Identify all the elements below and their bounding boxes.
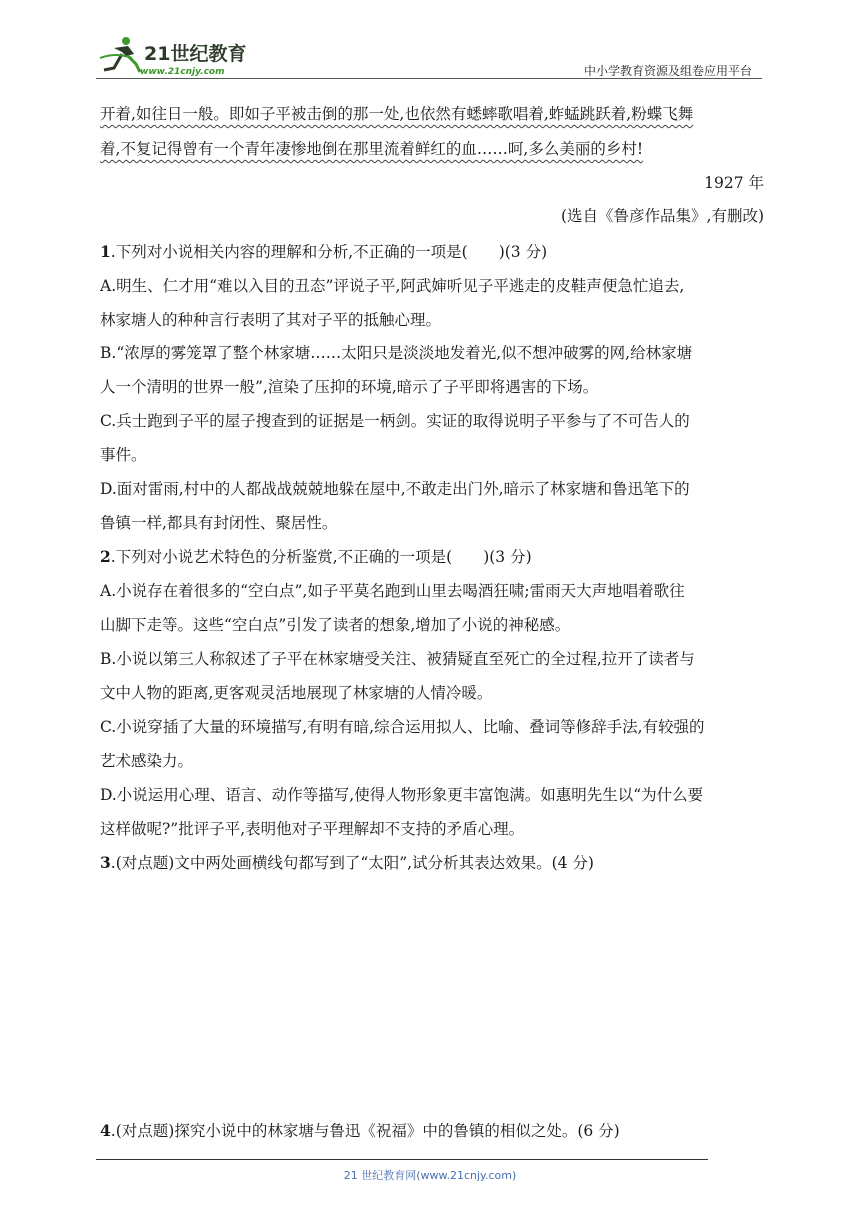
question-3-number: 3 <box>100 853 111 872</box>
logo-21cnjy <box>96 34 266 78</box>
question-2-stem <box>100 547 532 567</box>
logo-main-text: 21世纪教育 <box>144 43 247 65</box>
q1-option-b-line-1: B.“浓厚的雾笼罩了整个林家塘……太阳只是淡淡地发着光,似不想冲破雾的网,给林家塘 <box>100 344 693 362</box>
q1-option-c-line-1: C.兵士跑到子平的屋子搜查到的证据是一柄剑。实证的取得说明子平参与了不可告人的 <box>100 412 690 430</box>
passage-year: 1927 年 <box>704 174 764 192</box>
question-2-text: .下列对小说艺术特色的分析鉴赏,不正确的一项是( )(3 分) <box>110 548 532 566</box>
q2-option-c-line-1: C.小说穿插了大量的环境描写,有明有暗,综合运用拟人、比喻、叠词等修辞手法,有较强的 <box>100 718 705 736</box>
question-1-number: 1 <box>100 242 111 261</box>
platform-name: 中小学教育资源及组卷应用平台 <box>583 64 752 78</box>
page-header <box>96 34 760 82</box>
q1-option-a-line-2: 林家塘人的种种言行表明了其对子平的抵触心理。 <box>100 311 442 329</box>
question-4-text: .(对点题)探究小说中的林家塘与鲁迅《祝福》中的鲁镇的相似之处。(6 分) <box>110 1122 620 1140</box>
question-2-number: 2 <box>100 547 111 566</box>
logo-url-text: www.21cnjy.com <box>140 67 225 77</box>
q1-option-b-line-2: 人一个清明的世界一般”,渲染了压抑的环境,暗示了子平即将遇害的下场。 <box>100 378 599 396</box>
passage-source: (选自《鲁彦作品集》,有删改) <box>560 207 764 225</box>
runner-icon <box>100 37 140 72</box>
q1-option-d-line-1: D.面对雷雨,村中的人都战战兢兢地躲在屋中,不敢走出门外,暗示了林家塘和鲁迅笔下的 <box>100 480 690 498</box>
header-rule <box>96 78 762 79</box>
question-4-stem <box>100 1121 620 1141</box>
q2-option-a-line-2: 山脚下走等。这些“空白点”引发了读者的想象,增加了小说的神秘感。 <box>100 616 571 634</box>
question-4-number: 4 <box>100 1121 111 1140</box>
q2-option-c-line-2: 艺术感染力。 <box>100 752 194 770</box>
footer-rule <box>96 1159 708 1160</box>
q2-option-b-line-1: B.小说以第三人称叙述了子平在林家塘受关注、被猜疑直至死亡的全过程,拉开了读者与 <box>100 650 695 668</box>
q1-option-d-line-2: 鲁镇一样,都具有封闭性、聚居性。 <box>100 514 338 532</box>
question-3-text: .(对点题)文中两处画横线句都写到了“太阳”,试分析其表达效果。(4 分) <box>110 854 594 872</box>
passage-line-1: 开着,如往日一般。即如子平被击倒的那一处,也依然有蟋蟀歌唱着,蚱蜢跳跃着,粉蝶飞舞 <box>100 105 694 123</box>
passage-line-2: 着,不复记得曾有一个青年凄惨地倒在那里流着鲜红的血……呵,多么美丽的乡村! <box>100 140 644 158</box>
footer-text: 21 世纪教育网(www.21cnjy.com) <box>343 1169 517 1182</box>
q2-option-d-line-2: 这样做呢?”批评子平,表明他对子平理解却不支持的矛盾心理。 <box>100 820 525 838</box>
question-1-stem <box>100 242 547 262</box>
question-3-stem <box>100 853 594 873</box>
q1-option-c-line-2: 事件。 <box>100 446 147 464</box>
q1-option-a-line-1: A.明生、仁才用“难以入目的丑态”评说子平,阿武婶听见子平逃走的皮鞋声便急忙追去, <box>100 277 685 295</box>
q2-option-a-line-1: A.小说存在着很多的“空白点”,如子平莫名跑到山里去喝酒狂啸;雷雨天大声地唱着歌往 <box>100 582 685 600</box>
q2-option-d-line-1: D.小说运用心理、语言、动作等描写,使得人物形象更丰富饱满。如惠明先生以“为什么要 <box>100 786 704 804</box>
question-1-text: .下列对小说相关内容的理解和分析,不正确的一项是( )(3 分) <box>110 243 548 261</box>
q2-option-b-line-2: 文中人物的距离,更客观灵活地展现了林家塘的人情冷暖。 <box>100 684 493 702</box>
